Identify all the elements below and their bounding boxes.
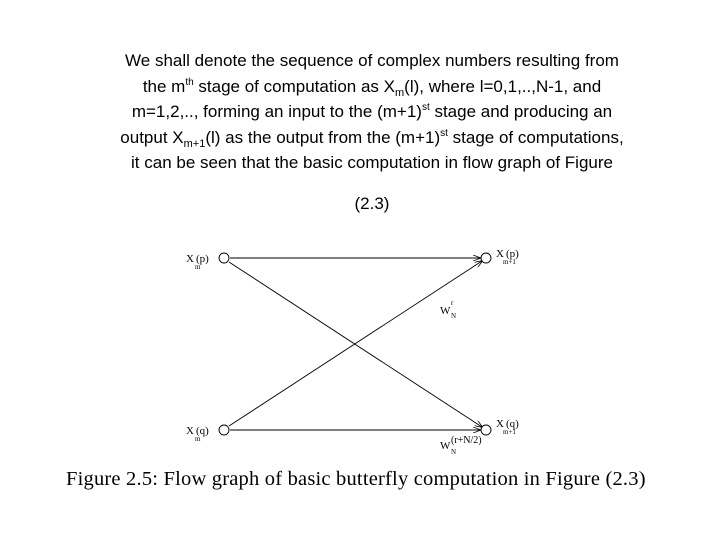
text-fragment: stage of computations, — [447, 127, 624, 147]
label-twiddle-top-sup: r — [451, 299, 454, 307]
label-twiddle-bottom: W — [440, 440, 451, 452]
text-fragment: stage and producing an — [429, 102, 613, 121]
label-input-top-sub: m — [195, 263, 201, 271]
text-fragment: m=1,2,.., forming an input to the (m+1) — [131, 102, 422, 121]
label-input-bottom: X (q) — [186, 425, 209, 437]
superscript: st — [440, 127, 448, 139]
equation-reference: (2.3) — [354, 194, 390, 213]
subscript: m — [394, 86, 405, 99]
text-fragment: the m — [142, 76, 186, 96]
subscript: m+1 — [183, 137, 206, 150]
edge-bottom-to-top — [229, 261, 482, 426]
label-twiddle-top-sub: N — [451, 312, 457, 320]
text-fragment: (l), where l=0,1,..,N-1, and — [404, 76, 602, 96]
label-output-bottom-sub: m+1 — [503, 428, 516, 436]
text-fragment: output X — [120, 127, 184, 147]
node-output-bottom — [481, 425, 491, 435]
edge-top-to-bottom — [229, 262, 482, 427]
paragraph-line-5: it can be seen that the basic computation in flow graph of Figure — [131, 153, 613, 172]
label-twiddle-bottom-sup: (r+N/2) — [451, 435, 482, 446]
node-input-bottom — [219, 425, 229, 435]
label-output-top-sub: m+1 — [503, 258, 516, 266]
label-output-top: X (p) — [496, 248, 519, 260]
node-output-top — [481, 253, 491, 263]
label-output-bottom: X (q) — [496, 418, 519, 430]
label-input-bottom-sub: m — [195, 435, 201, 443]
node-input-top — [219, 253, 229, 263]
figure-caption: Figure 2.5: Flow graph of basic butterfly computation in Figure (2.3) — [66, 468, 646, 490]
label-input-top: X (p) — [186, 253, 209, 265]
text-fragment: stage of computation as X — [193, 76, 395, 96]
text-fragment: (l) as the output from the (m+1) — [205, 127, 441, 147]
superscript: st — [421, 102, 430, 113]
paragraph-line-1: We shall denote the sequence of complex numbers resulting from — [125, 51, 619, 70]
superscript: th — [185, 76, 194, 88]
label-twiddle-bottom-sub: N — [451, 448, 457, 456]
label-twiddle-top: W — [440, 305, 451, 317]
